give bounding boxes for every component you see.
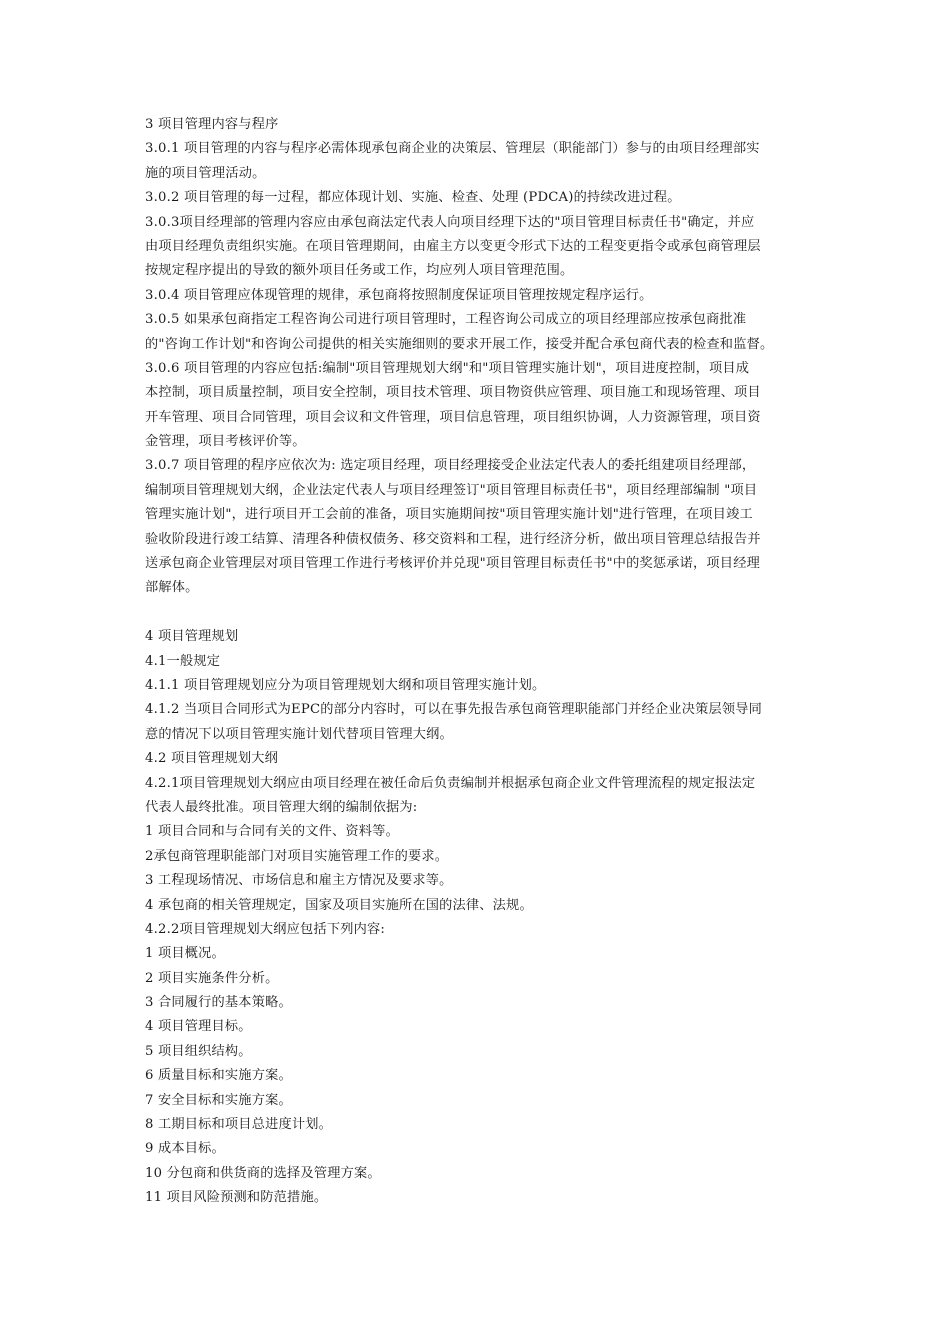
list-item: 1 项目合同和与合同有关的文件、资料等。 bbox=[145, 824, 399, 840]
paragraph-line: 开车管理、项目合同管理，项目会议和文件管理，项目信息管理，项目组织协调，人力资源管理，项目资 bbox=[145, 409, 761, 425]
list-item: 7 安全目标和实施方案。 bbox=[145, 1092, 292, 1108]
paragraph-line: 本控制，项目质量控制，项目安全控制，项目技术管理、项目物资供应管理、项目施工和现场管理、项目 bbox=[145, 385, 761, 401]
paragraph-line: 代表人最终批准。项目管理大纲的编制依据为: bbox=[145, 799, 418, 815]
subsection-heading: 4.1一般规定 bbox=[145, 653, 221, 669]
paragraph-line: 由项目经理负责组织实施。在项目管理期间，由雇主方以变更令形式下达的工程变更指令或承包商管理层 bbox=[145, 238, 761, 254]
paragraph-line: 金管理，项目考核评价等。 bbox=[145, 434, 306, 450]
list-item: 3 合同履行的基本策略。 bbox=[145, 995, 292, 1011]
paragraph-line: 验收阶段进行竣工结算、清理各种债权债务、移交资料和工程，进行经济分析，做出项目管理总结报告并 bbox=[145, 531, 761, 547]
paragraph-line: 3.0.7 项目管理的程序应依次为: 选定项目经理，项目经理接受企业法定代表人的委托组建项目经理部， bbox=[145, 458, 756, 474]
paragraph-line: 4.2.2项目管理规划大纲应包括下列内容: bbox=[145, 921, 386, 937]
list-item: 11 项目风险预测和防范措施。 bbox=[145, 1190, 328, 1206]
paragraph-line: 施的项目管理活动。 bbox=[145, 165, 266, 181]
paragraph-line: 3.0.6 项目管理的内容应包括:编制"项目管理规划大纲"和"项目管理实施计划"，项目进度控制，项目成 bbox=[145, 360, 750, 376]
list-item: 5 项目组织结构。 bbox=[145, 1043, 252, 1059]
section-spacer bbox=[145, 601, 825, 625]
paragraph-line: 意的情况下以项目管理实施计划代替项目管理大纲。 bbox=[145, 726, 453, 742]
list-item: 6 质量目标和实施方案。 bbox=[145, 1068, 292, 1084]
paragraph-line: 管理实施计划"，进行项目开工会前的准备，项目实施期间按"项目管理实施计划"进行管理，在项目竣工 bbox=[145, 507, 753, 523]
list-item: 3 工程现场情况、市场信息和雇主方情况及要求等。 bbox=[145, 873, 453, 889]
paragraph-line: 4.1.2 当项目合同形式为EPC的部分内容时，可以在事先报告承包商管理职能部门并经企业决策层领导同 bbox=[145, 702, 763, 718]
paragraph-line: 4.1.1 项目管理规划应分为项目管理规划大纲和项目管理实施计划。 bbox=[145, 677, 546, 693]
paragraph-line: 3.0.4 项目管理应体现管理的规律，承包商将按照制度保证项目管理按规定程序运行。 bbox=[145, 287, 653, 303]
list-item: 8 工期目标和项目总进度计划。 bbox=[145, 1117, 333, 1133]
list-item: 10 分包商和供货商的选择及管理方案。 bbox=[145, 1165, 381, 1181]
paragraph-line: 的"咨询工作计划"和咨询公司提供的相关实施细则的要求开展工作，接受并配合承包商代表的检查和监督。 bbox=[145, 336, 774, 352]
paragraph-line: 3.0.3项目经理部的管理内容应由承包商法定代表人向项目经理下达的"项目管理目标责任书"确定，并应 bbox=[145, 214, 755, 230]
subsection-heading: 4.2 项目管理规划大纲 bbox=[145, 751, 279, 767]
document-page bbox=[145, 113, 825, 1211]
list-item: 1 项目概况。 bbox=[145, 946, 225, 962]
paragraph-line: 部解体。 bbox=[145, 580, 199, 596]
list-item: 9 成本目标。 bbox=[145, 1141, 225, 1157]
section-4 bbox=[145, 625, 825, 1210]
section-3 bbox=[145, 113, 825, 601]
paragraph-line: 送承包商企业管理层对项目管理工作进行考核评价并兑现"项目管理目标责任书"中的奖惩承诺，项目经理 bbox=[145, 556, 760, 572]
list-item: 2承包商管理职能部门对项目实施管理工作的要求。 bbox=[145, 848, 449, 864]
list-item: 4 项目管理目标。 bbox=[145, 1019, 252, 1035]
paragraph-line: 按规定程序提出的导致的额外项目任务或工作，均应列人项目管理范围。 bbox=[145, 263, 574, 279]
list-item: 2 项目实施条件分析。 bbox=[145, 970, 279, 986]
section-4-heading: 4 项目管理规划 bbox=[145, 629, 239, 645]
paragraph-line: 3.0.2 项目管理的每一过程，都应体现计划、实施、检查、处理 (PDCA)的持续改进过程。 bbox=[145, 190, 681, 206]
paragraph-line: 4.2.1项目管理规划大纲应由项目经理在被任命后负责编制并根据承包商企业文件管理流程的规定报法定 bbox=[145, 775, 756, 791]
list-item: 4 承包商的相关管理规定，国家及项目实施所在国的法律、法规。 bbox=[145, 897, 533, 913]
paragraph-line: 3.0.5 如果承包商指定工程咨询公司进行项目管理时，工程咨询公司成立的项目经理部应按承包商批准 bbox=[145, 312, 747, 328]
section-3-heading: 3 项目管理内容与程序 bbox=[145, 117, 279, 132]
paragraph-line: 3.0.1 项目管理的内容与程序必需体现承包商企业的决策层、管理层（职能部门）参与的由项目经理部实 bbox=[145, 141, 760, 157]
paragraph-line: 编制项目管理规划大纲，企业法定代表人与项目经理签订"项目管理目标责任书"，项目经理部编制 "项目 bbox=[145, 482, 758, 498]
